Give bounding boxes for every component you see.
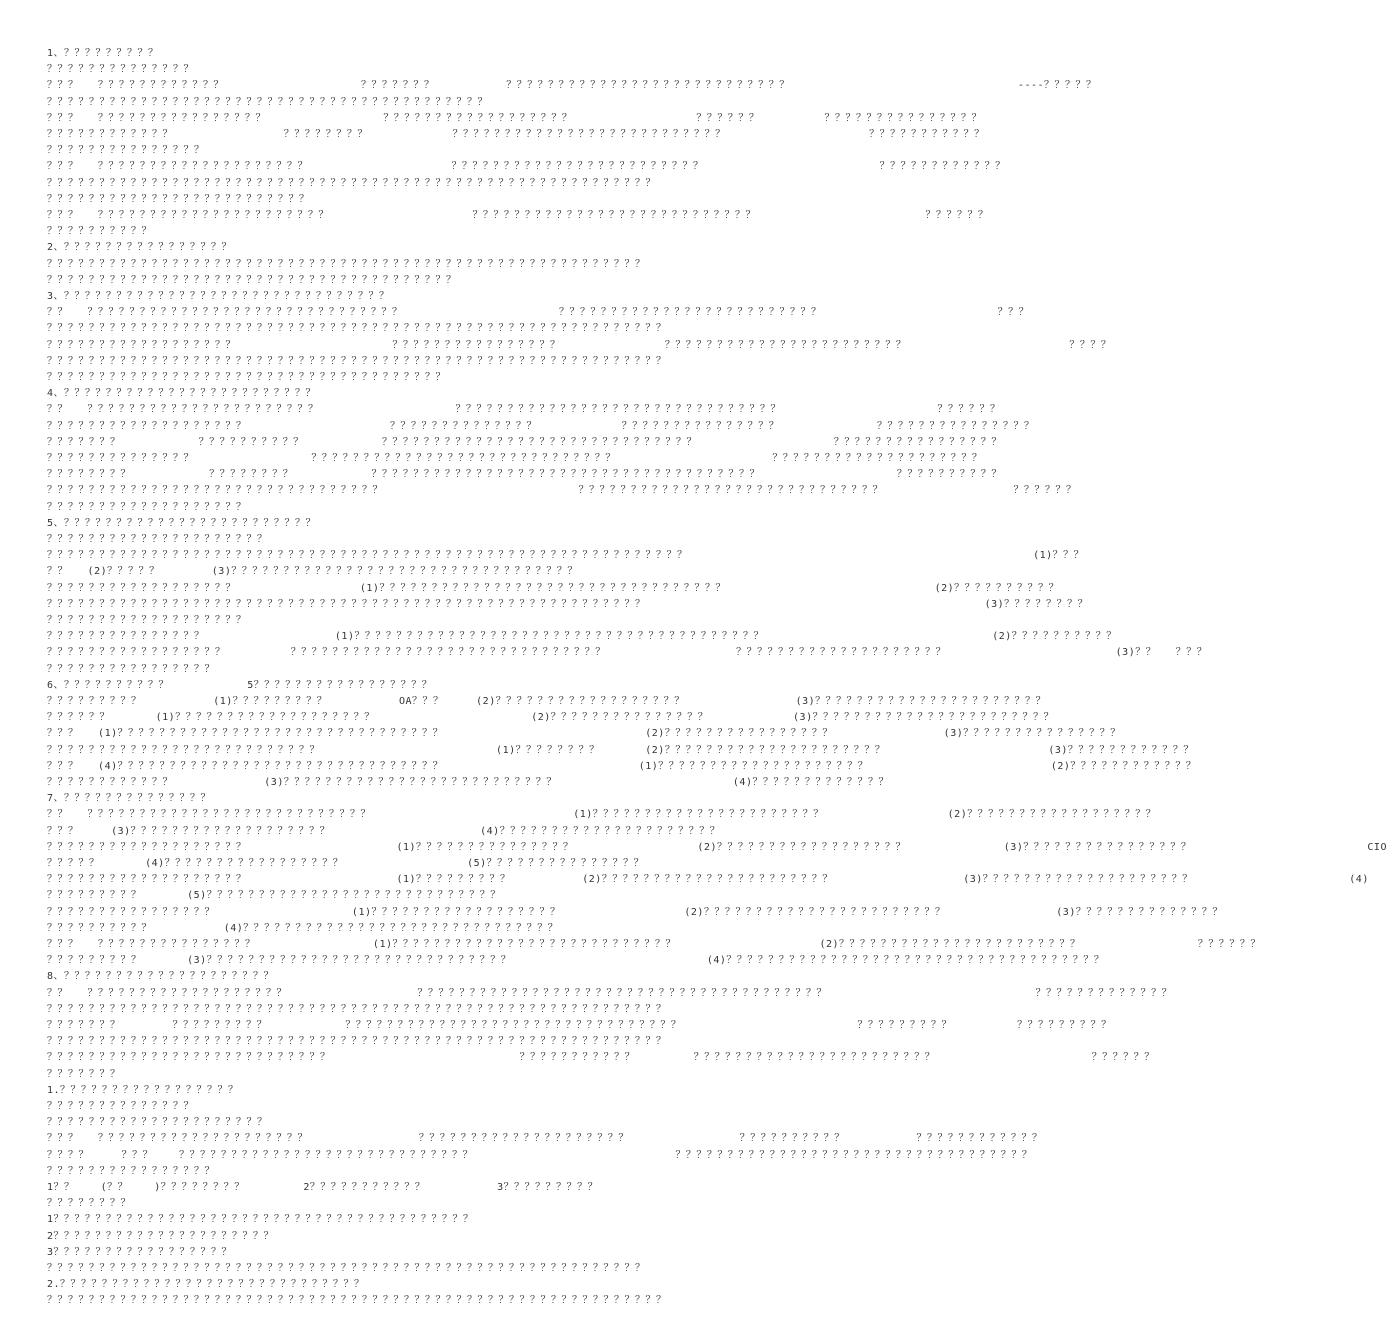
text-line: ？？？？？？？？？？？？ ？？？？？？？？ ？？？？？？？？？？？？？？？？？？？？？？？？？？ ？？？？？？？？？？？ bbox=[47, 129, 985, 140]
text-line: ？？？？？？？？？？？？？？？？？？？？？？？？？？？？？？？？？？？？？？？？？？？？？？？？？？？？？？？？？？？ bbox=[47, 355, 667, 367]
text-line: ？？？？？？？？？？？？？？？？？？？？？？？？？？？？？？？？？？？？？？？？？？ bbox=[47, 96, 488, 108]
text-line: ？？？ (3)？？？？？？？？？？？？？？？？？？？ (4)？？？？？？？？？？？？？？？？？？？？？ bbox=[47, 825, 721, 837]
text-line: ？？？？？？？ bbox=[47, 1068, 121, 1080]
text-line: ？？？？？？？？？？？？？？？？？？？？？ bbox=[47, 534, 268, 545]
text-line: ？？？ (4)？？？？？？？？？？？？？？？？？？？？？？？？？？？？？？？ (1)？？？？？？？？？？？？？？？？？？？？ (2)？？？？？？？？？？？？ bbox=[47, 760, 1197, 772]
text-line: 5、？？？？？？？？？？？？？？？？？？？？？？？？ bbox=[47, 517, 317, 529]
text-line: ？？？ ？？？？？？？？？？？？？？？ (1)？？？？？？？？？？？？？？？？？？？？？？？？？？？ (2)？？？？？？？？？？？？？？？？？？？？？？？ ？？？？？？ bbox=[47, 939, 1261, 950]
text-line: ？？？？？？？？？？？？？？ ？？？？？？？？？？？？？？？？？？？？？？？？？？？？？ ？？？？？？？？？？？？？？？？？？？？ bbox=[47, 453, 983, 464]
text-line: 3、？？？？？？？？？？？？？？？？？？？？？？？？？？？？？？？ bbox=[47, 291, 390, 302]
text-line: ？？？？？？？？？？？？？？？？？？？？？？？？？？？？？？？？？？？？？？？？？？？？？？？？？？？？？？？？？？？？？ (1)？？？ bbox=[47, 550, 1085, 562]
text-line: ？？？？？？？？？？？？？？？？？？？ bbox=[47, 501, 247, 513]
text-line: ？？？？？？？？？？？？？？？？？？？？？？？？？？？？？？？？ ？？？？？？？？？？？？？？？？？？？？？？？？？？？？？ ？？？？？？ bbox=[47, 485, 1077, 497]
text-line: ？？？？？？？？？？？？？？？？ bbox=[47, 1165, 215, 1177]
text-line: ？？？？？？？？？？？？？？？？？？ (1)？？？？？？？？？？？？？？？？？？？？？？？？？？？？？？？？？ (2)？？？？？？？？？？ bbox=[47, 582, 1060, 594]
text-line: ？？？？？？？？？ (3)？？？？？？？？？？？？？？？？？？？？？？？？？？？？？ (4)？？？？？？？？？？？？？？？？？？？？？？？？？？？？？？？？？？？？ bbox=[47, 955, 1105, 967]
text-line: ？？？？？？？？？ (5)？？？？？？？？？？？？？？？？？？？？？？？？？？？？ bbox=[47, 890, 501, 902]
text-line: ？？？？ ？？？ ？？？？？？？？？？？？？？？？？？？？？？？？？？？？ ？？？？？？？？？？？？？？？？？？？？？？？？？？？？？？？？？？ bbox=[47, 1149, 1033, 1161]
text-line: ？？ ？？？？？？？？？？？？？？？？？？？ ？？？？？？？？？？？？？？？？？？？？？？？？？？？？？？？？？？？？？？？ ？？？？？？？？？？？？？ bbox=[47, 987, 1173, 999]
text-line: ？？？ ？？？？？？？？？？？？？？？？？？？？ ？？？？？？？？？？？？？？？？？？？？ ？？？？？？？？？？ ？？？？？？？？？？？？ bbox=[47, 1133, 1043, 1145]
text-line: 6、？？？？？？？？？？ 5？？？？？？？？？？？？？？？？？ bbox=[47, 679, 433, 691]
text-line: ？？？ ？？？？？？？？？？？？？？？？？？？？ ？？？？？？？？？？？？？？？？？？？？？？？？ ？？？？？？？？？？？？ bbox=[47, 161, 1006, 173]
text-line: ？？？？？？？？ bbox=[47, 1198, 131, 1210]
text-line: ？？？ ？？？？？？？？？？？？？？？？？？？？？？ ？？？？？？？？？？？？？？？？？？？？？？？？？？？ ？？？？？？ bbox=[47, 210, 989, 221]
text-line: ？？？？？？？？？？？？？？？？？？？？？？？？？？？？？？？？？？？？？？？？？？？？？？？？？？？？？？？？？ (3)？？？？？？？？ bbox=[47, 598, 1089, 610]
text-line: ？？？？？？？？？？？？？？？？？？？？？？？？？？？？？？？？？？？？？？？？？？？？？？？？？？？？？？？？？？？ bbox=[47, 323, 667, 335]
text-line: ？？？？？？？？ ？？？？？？？？ ？？？？？？？？？？？？？？？？？？？？？？？？？？？？？？？？？？？？？ ？？？？？？？？？？ bbox=[47, 469, 1002, 481]
text-line: 1？？ (？？ )？？？？？？？？ 2？？？？？？？？？？？ 3？？？？？？？？？ bbox=[47, 1182, 599, 1193]
text-line: ？？？？？？？？？？？？ (3)？？？？？？？？？？？？？？？？？？？？？？？？？？ (4)？？？？？？？？？？？？？ bbox=[47, 777, 889, 788]
text-line: ？？？？？？？？？？？？？？？？？？ ？？？？？？？？？？？？？？？？ ？？？？？？？？？？？？？？？？？？？？？？？ ？？？？ bbox=[47, 339, 1112, 351]
text-line: 4、？？？？？？？？？？？？？？？？？？？？？？？？ bbox=[47, 388, 317, 400]
text-line: 2？？？？？？？？？？？？？？？？？？？？？ bbox=[47, 1230, 275, 1242]
text-line: ？？？？？？？？？？？？？？？？？ ？？？？？？？？？？？？？？？？？？？？？？？？？？？？？？ ？？？？？？？？？？？？？？？？？？？？ (3)？？ ？？？ bbox=[47, 647, 1208, 659]
text-line: ？？？？？？？？？？？？？？？？？？？ (1)？？？？？？？？？ (2)？？？？？？？？？？？？？？？？？？？？？？ (3)？？？？？？？？？？？？？？？？？？？？ (4) bbox=[47, 874, 1369, 886]
text-line: 3？？？？？？？？？？？？？？？？？ bbox=[47, 1246, 233, 1258]
text-line: ？？？？？？？？？ (1)？？？？？？？？？ OA？？？ (2)？？？？？？？？？？？？？？？？？？ (3)？？？？？？？？？？？？？？？？？？？？？？ bbox=[47, 696, 1047, 707]
text-line: ？？？？？？？？？？？？？？？？ bbox=[47, 663, 215, 675]
text-line: ？？？？？？？？？？？？？？？？？？？？？？？？？？？？？？？？？？？？？？？ bbox=[47, 274, 457, 286]
text-line: ？？？？？？？？？？？？？？？？？？？？？？？？？？？？？？？？？？？？？？？？？？？？？？？？？？？？？？？？？？？ bbox=[47, 1295, 667, 1307]
text-line: 1、？？？？？？？？？ bbox=[47, 48, 159, 59]
text-line: ？？？？？？？？？？？？？？？？？？？？？？？？？？？？？？？？？？？？？？？？？？？？？？？？？？？？？？？？？？？ bbox=[47, 1036, 667, 1048]
text-line: ？？？ (1)？？？？？？？？？？？？？？？？？？？？？？？？？？？？？？？ (2)？？？？？？？？？？？？？？？？ (3)？？？？？？？？？？？？？？？ bbox=[47, 728, 1121, 740]
text-line: ？？？？？？？？？？？？？？？？？？？ bbox=[47, 615, 247, 626]
text-line: ？？？ ？？？？？？？？？？？？？？？？ ？？？？？？？？？？？？？？？？？？ ？？？？？？ ？？？？？？？？？？？？？？？ bbox=[47, 112, 983, 124]
text-line: ？？？？？？？？？？ (4)？？？？？？？？？？？？？？？？？？？？？？？？？？？？？？ bbox=[47, 922, 559, 934]
text-line: ？？？？？？？？？？？？？？？ bbox=[47, 145, 205, 157]
text-line: ？？？？？？？？？？？？？？？？？？？？？？？？？？？？？？？？？？？？？？？？？？？？？？？？？？？？？？？？？ bbox=[47, 258, 646, 270]
text-line: ？？ (2)？？？？？ (3)？？？？？？？？？？？？？？？？？？？？？？？？？？？？？？？？？ bbox=[47, 566, 578, 578]
text-line: ？？？？？？？？？？ bbox=[47, 226, 152, 238]
text-line: ？？ ？？？？？？？？？？？？？？？？？？？？？？？？？？？ (1)？？？？？？？？？？？？？？？？？？？？？？ (2)？？？？？？？？？？？？？？？？？？ bbox=[47, 809, 1157, 821]
text-line: 1.？？？？？？？？？？？？？？？？？ bbox=[47, 1084, 239, 1096]
text-line: ？？ ？？？？？？？？？？？？？？？？？？？？？？？？？？？？？？ ？？？？？？？？？？？？？？？？？？？？？？？？？ ？？？ bbox=[47, 307, 1030, 319]
text-line: ？？？？？？？ ？？？？？？？？？ ？？？？？？？？？？？？？？？？？？？？？？？？？？？？？？？？ ？？？？？？？？？ ？？？？？？？？？ bbox=[47, 1020, 1112, 1031]
text-line: 1？？？？？？？？？？？？？？？？？？？？？？？？？？？？？？？？？？？？？？？？ bbox=[47, 1214, 474, 1226]
text-line: ？？？？？？？？？？？？？？？？？？？？？？？？？？？？？？？？？？？？？？？？？？？？？？？？？？？？？？？？？？？ bbox=[47, 1003, 667, 1015]
text-line: ？？？？？？？？？？？？？？？？？？？？？？？？？？？ ？？？？？？？？？？？ ？？？？？？？？？？？？？？？？？？？？？？？ ？？？？？？ bbox=[47, 1052, 1155, 1064]
text-line: ？？？？？？？？？？？？？？？？ (1)？？？？？？？？？？？？？？？？？？ (2)？？？？？？？？？？？？？？？？？？？？？？？ (3)？？？？？？？？？？？？？？ bbox=[47, 906, 1223, 918]
text-line: ？？？？？？？？？？？？？？？？？？？ ？？？？？？？？？？？？？？ ？？？？？？？？？？？？？？？ ？？？？？？？？？？？？？？？ bbox=[47, 420, 1035, 432]
text-line: 2.？？？？？？？？？？？？？？？？？？？？？？？？？？？？？ bbox=[47, 1279, 365, 1291]
text-line: ？？？？？ (4)？？？？？？？？？？？？？？？？？ (5)？？？？？？？？？？？？？？？ bbox=[47, 858, 645, 869]
text-line: ？？？？？？？？？？？？？？？？？？？ (1)？？？？？？？？？？？？？？？ (2)？？？？？？？？？？？？？？？？？？ (3)？？？？？？？？？？？？？？？？ CIO bbox=[47, 841, 1387, 853]
text-line: ？？？？？？？？？？？？？？？？？？？？？？？？？？ (1)？？？？？？？？ (2)？？？？？？？？？？？？？？？？？？？？？ (3)？？？？？？？？？？？？ bbox=[47, 744, 1194, 756]
text-line: ？？？？？？？？？？？？？？？？？？？？？？？？？？？？？？？？？？？？？？ bbox=[47, 372, 446, 383]
text-line: ？？？？？？？？？？？？？？？？？？？？？ bbox=[47, 1117, 268, 1129]
text-line: ？？？？？？？？？？？？？？？？？？？？？？？？？？？？？？？？？？？？？？？？？？？？？？？？？？？？？？？？？？ bbox=[47, 177, 656, 189]
text-line: ？？？？？？？？？？？？？？？ (1)？？？？？？？？？？？？？？？？？？？？？？？？？？？？？？？？？？？？？？？ (2)？？？？？？？？？？ bbox=[47, 631, 1117, 643]
text-line: ？？？？？？ (1)？？？？？？？？？？？？？？？？？？？ (2)？？？？？？？？？？？？？？？ (3)？？？？？？？？？？？？？？？？？？？？？？？ bbox=[47, 712, 1055, 724]
text-line: ？？？ ？？？？？？？？？？？？ ？？？？？？？ ？？？？？？？？？？？？？？？？？？？？？？？？？？？ ----？？？？？ bbox=[47, 80, 1097, 92]
text-line: ？？？？？？？？？？？？？？ bbox=[47, 64, 194, 76]
text-line: ？？？？？？？？？？？？？？？？？？？？？？？？？？？？？？？？？？？？？？？？？？？？？？？？？？？？？？？？？ bbox=[47, 1263, 646, 1274]
text-line: ？？ ？？？？？？？？？？？？？？？？？？？？？？ ？？？？？？？？？？？？？？？？？？？？？？？？？？？？？？？ ？？？？？？ bbox=[47, 404, 1001, 416]
text-line: ？？？？？？？？？？？？？？？？？？？？？？？？？ bbox=[47, 193, 310, 205]
text-line: ？？？？？？？？？？？？？？ bbox=[47, 1101, 194, 1112]
text-line: 2、？？？？？？？？？？？？？？？？ bbox=[47, 242, 233, 254]
text-line: 8、？？？？？？？？？？？？？？？？？？？？ bbox=[47, 971, 275, 983]
text-line: ？？？？？？？ ？？？？？？？？？？ ？？？？？？？？？？？？？？？？？？？？？？？？？？？？？？ ？？？？？？？？？？？？？？？？ bbox=[47, 436, 1002, 448]
text-line: 7、？？？？？？？？？？？？？？ bbox=[47, 793, 212, 805]
